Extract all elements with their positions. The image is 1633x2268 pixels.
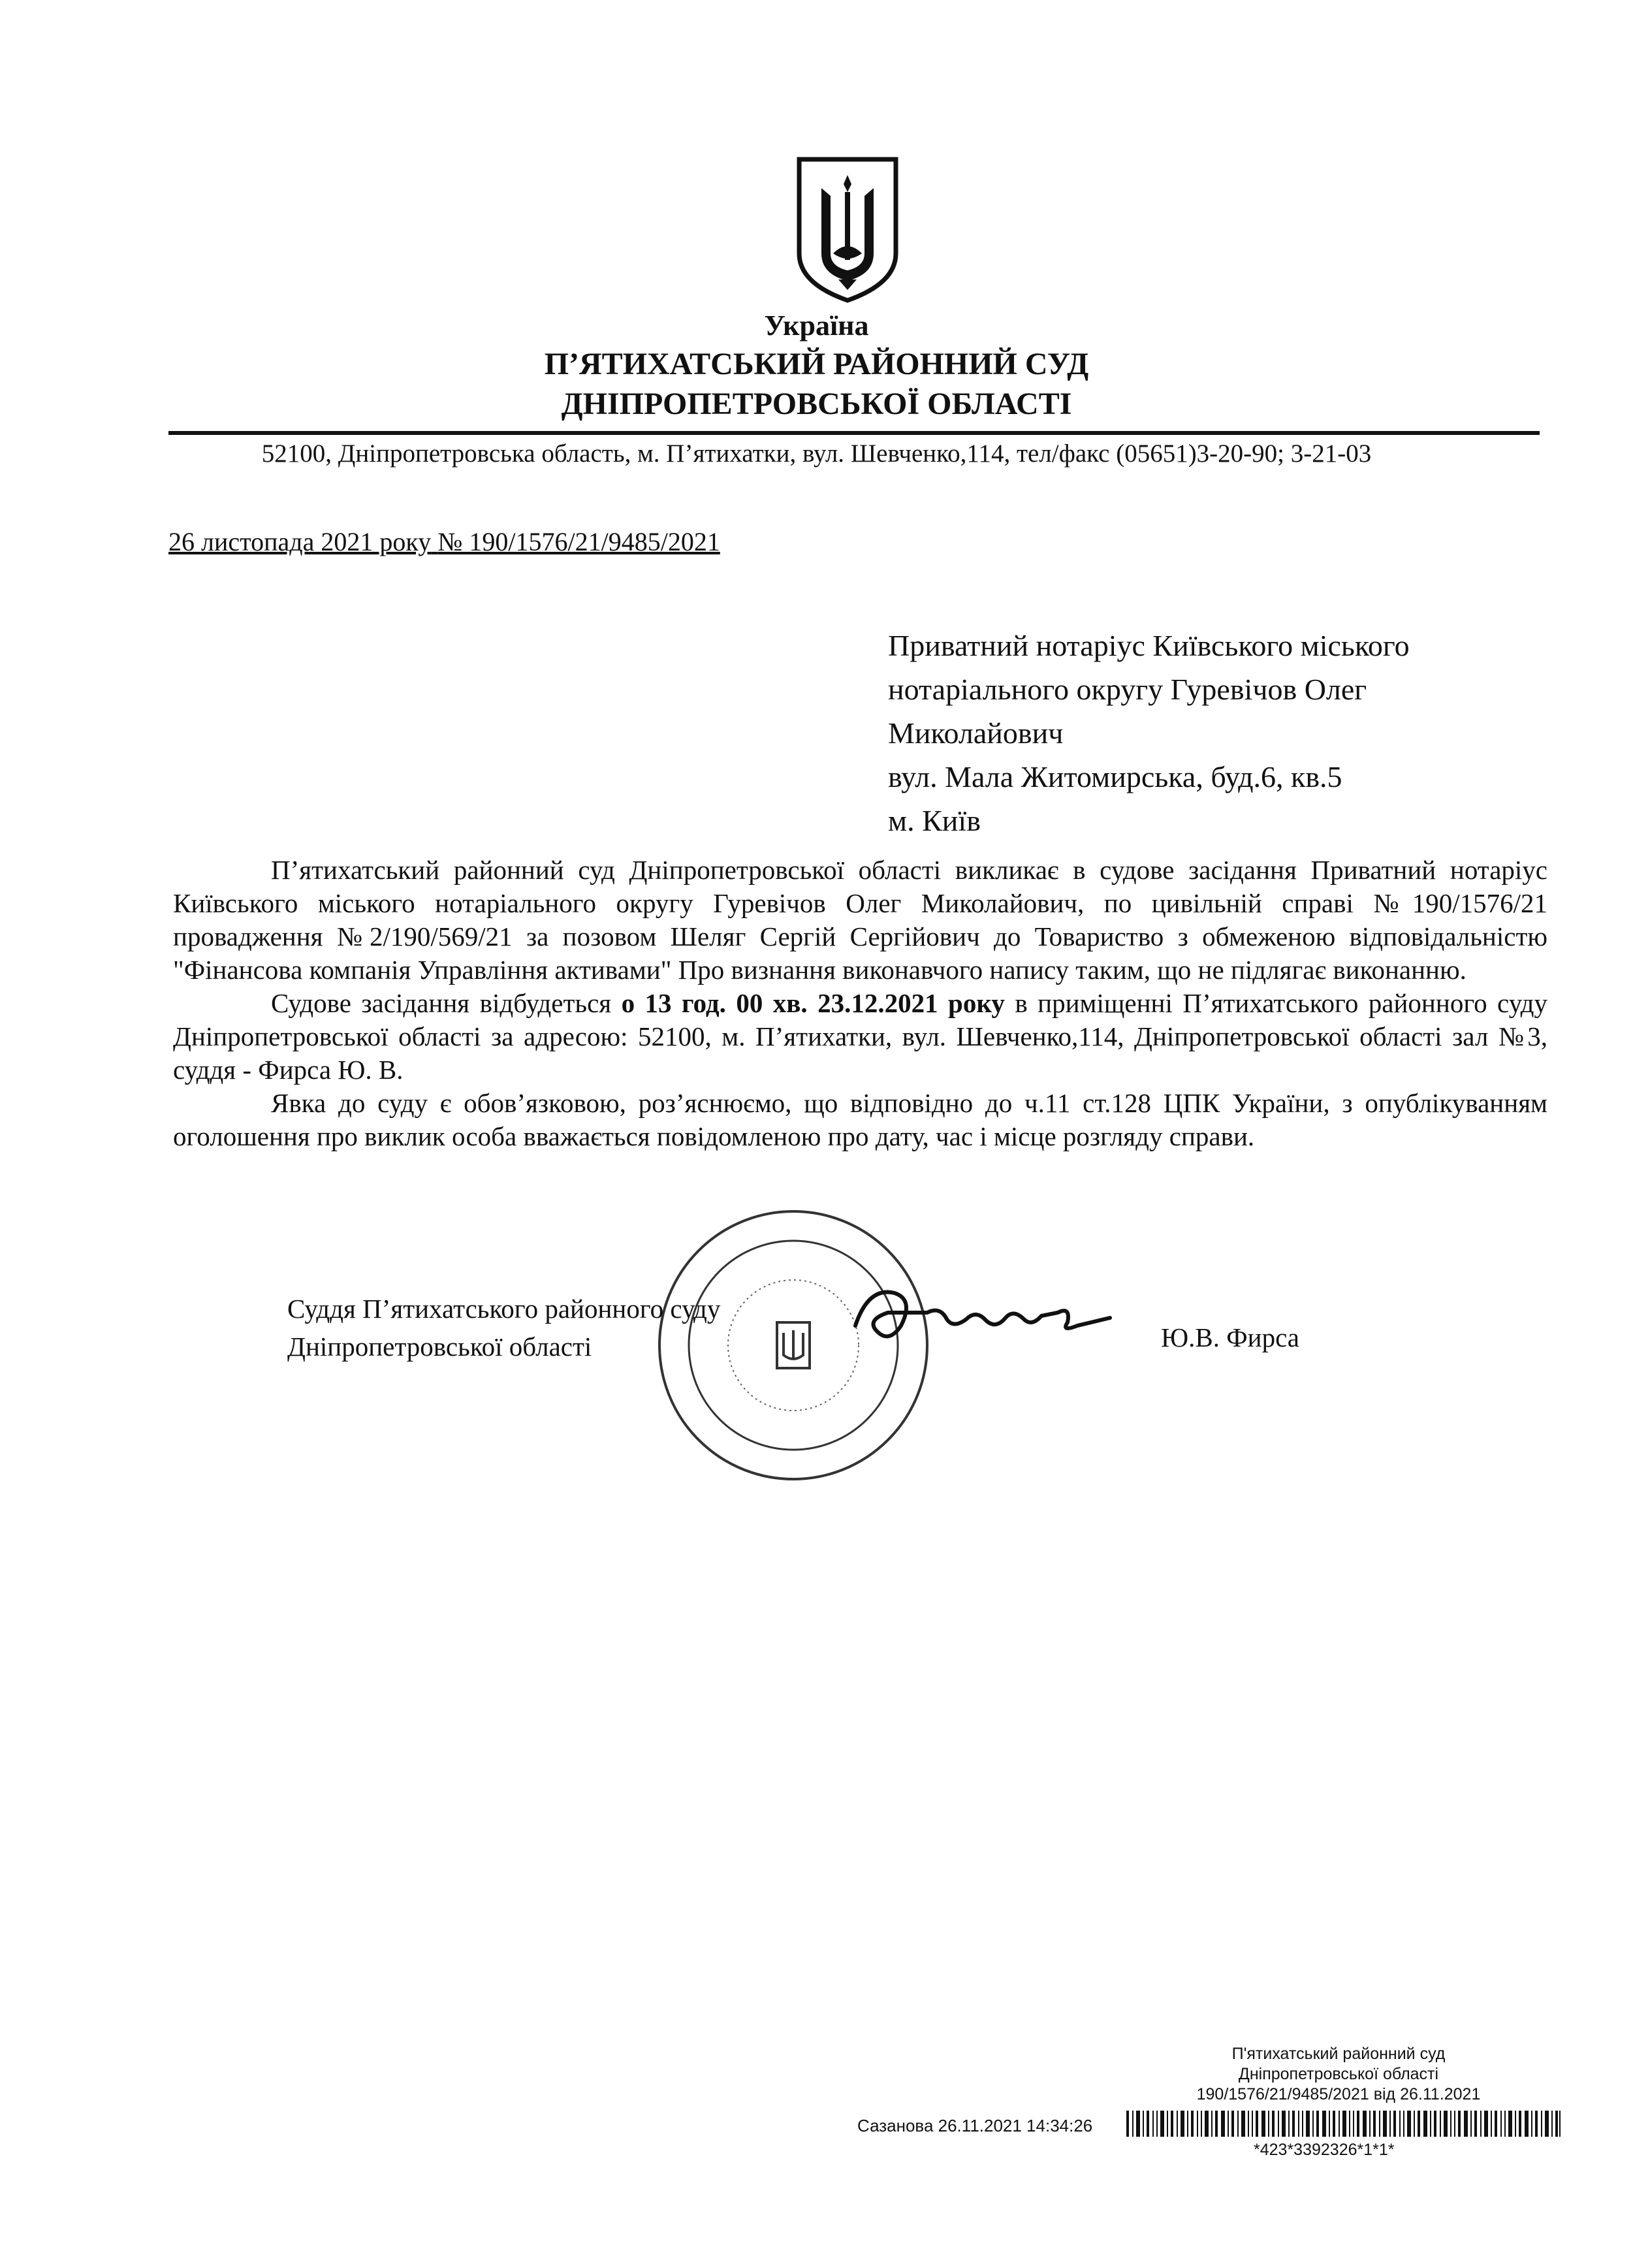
header-divider [168, 431, 1540, 435]
recipient-line: м. Київ [888, 804, 981, 837]
recipient-line: вул. Мала Житомирська, буд.6, кв.5 [888, 760, 1342, 793]
header-region: ДНІПРОПЕТРОВСЬКОЇ ОБЛАСТІ [561, 387, 1072, 421]
body-text-span: в приміщенні П’ятихатського районного суду Дніпропетровської області за адресою: 52100, м. П’ятихатки, вул. Шевченко,114, Дніпропетровської області зал №3, суддя - Фирса Ю. В. [173, 988, 1547, 1085]
body-paragraph: П’ятихатський районний суд Дніпропетровської області викликає в судове засідання Приватний нотаріус Київського міського нотаріального округу Гуревічов Олег Миколайович, по цивільній справі №190/1576/21 провадження №2/190/569/21 за позовом Шеляг Сергій Сергійович до Товариство з обмеженою відповідальністю "Фінансова компанія Управління активами" Про визнання виконавчого напису таким, що не підлягає виконанню. [173, 855, 1547, 985]
body-text-span: Судове засідання відбудеться [271, 988, 622, 1018]
court-address: 52100, Дніпропетровська область, м. П’ятихатки, вул. Шевченко,114, тел/факс (05651)3-20-90; 3-21-03 [261, 439, 1372, 468]
outgoing-date: 26 листопада 2021 року [168, 527, 432, 556]
recipient-line: нотаріального округу Гуревічов Олег [888, 673, 1367, 706]
outgoing-number [168, 526, 720, 557]
barcode [1126, 2111, 1561, 2137]
header-country: Україна [764, 310, 869, 342]
letter-body [173, 854, 1547, 1153]
body-paragraph [173, 987, 1547, 1087]
body-paragraph: Явка до суду є обов’язковою, роз’яснюємо, що відповідно до ч.11 ст.128 ЦПК України, з опублікуванням оголошення про виклик особа вважається повідомленою про дату, час і місце розгляду справи. [173, 1088, 1547, 1151]
judge-title [287, 1290, 720, 1366]
recipient-line: Приватний нотаріус Київського міського [888, 629, 1410, 662]
recipient-line: Миколайович [888, 716, 1064, 750]
registration-court: П'ятихатський районний суд [1231, 2045, 1446, 2063]
registration-operator: Сазанова 26.11.2021 14:34:26 [857, 2116, 1093, 2135]
recipient-block [888, 624, 1502, 842]
header-court-name: П’ЯТИХАТСЬКИЙ РАЙОННИЙ СУД [544, 347, 1089, 381]
judge-title-line: Дніпропетровської області [287, 1332, 592, 1362]
outgoing-reg-number: № 190/1576/21/9485/2021 [437, 527, 720, 556]
judge-signature [842, 1267, 1117, 1365]
coat-of-arms-icon [795, 155, 900, 304]
registration-region: Дніпропетровської області [1238, 2065, 1439, 2083]
judge-name: Ю.В. Фирса [1161, 1322, 1299, 1352]
judge-title-line: Суддя П’ятихатського районного суду [287, 1294, 721, 1324]
registration-stamp [1110, 2044, 1567, 2105]
registration-number: 190/1576/21/9485/2021 від 26.11.2021 [1196, 2085, 1481, 2103]
hearing-datetime: о 13 год. 00 хв. 23.12.2021 року [621, 988, 1005, 1018]
barcode-text: *423*3392326*1*1* [1254, 2141, 1395, 2159]
